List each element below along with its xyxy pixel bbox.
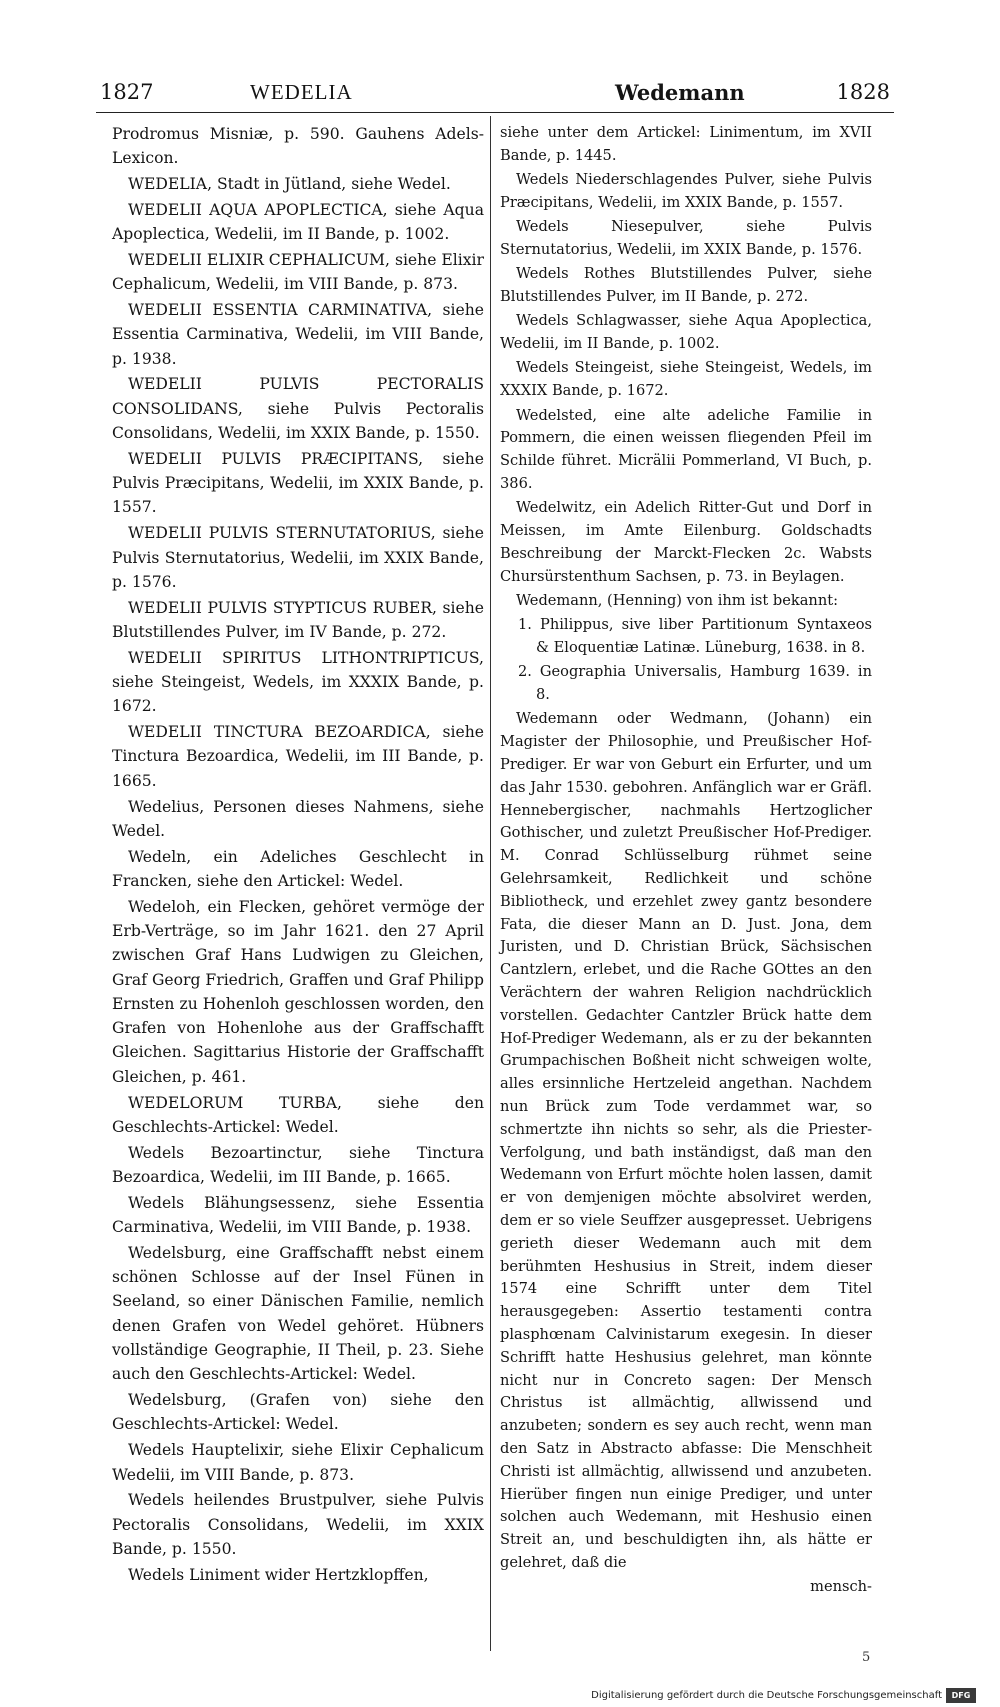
- entry-paragraph: Wedels Bezoartinctur, siehe Tinctura Bezoardica, Wedelii, im III Bande, p. 1665.: [112, 1143, 484, 1186]
- digitization-footer: [591, 1688, 976, 1706]
- page-mark: 5: [862, 1650, 871, 1665]
- entry-paragraph: Wedels Rothes Blutstillendes Pulver, siehe Blutstillendes Pulver, im II Bande, p. 272.: [500, 265, 872, 306]
- entry-paragraph: WEDELII PULVIS STYPTICUS RUBER, siehe Blutstillendes Pulver, im IV Bande, p. 272.: [112, 598, 484, 641]
- entry-paragraph: WEDELII PULVIS PECTORALIS CONSOLIDANS, siehe Pulvis Pectoralis Consolidans, Wedelii, im XXIX Bande, p. 1550.: [112, 375, 484, 443]
- entry-paragraph: WEDELII AQUA APOPLECTICA, siehe Aqua Apoplectica, Wedelii, im II Bande, p. 1002.: [112, 200, 484, 244]
- entry-paragraph: WEDELII PULVIS PRÆCIPITANS, siehe Pulvis Præcipitans, Wedelii, im XXIX Bande, p. 1557.: [112, 449, 484, 517]
- right-catchword: Wedemann: [615, 80, 745, 105]
- entry-paragraph: Prodromus Misniæ, p. 590. Gauhens Adels-Lexicon.: [112, 125, 484, 168]
- page-header: [100, 80, 890, 110]
- right-column: [500, 122, 872, 1601]
- entry-paragraph: Wedels Liniment wider Hertzklopffen,: [128, 1565, 429, 1584]
- entry-paragraph: Wedels Hauptelixir, siehe Elixir Cephalicum Wedelii, im VIII Bande, p. 873.: [112, 1441, 484, 1484]
- dfg-logo: DFG: [946, 1688, 976, 1703]
- left-page-number: 1827: [100, 80, 154, 104]
- entry-paragraph: Wedelsburg, (Grafen von) siehe den Geschlechts-Artickel: Wedel.: [112, 1391, 484, 1434]
- entry-paragraph: Wedels Niesepulver, siehe Pulvis Sternutatorius, Wedelii, im XXIX Bande, p. 1576.: [500, 218, 872, 258]
- entry-paragraph: mensch-: [810, 1578, 872, 1596]
- entry-paragraph: Wedemann oder Wedmann, (Johann) ein Magister der Philosophie, und Preußischer Hof-Prediger. Er war von Geburt ein Erfurter, und um das Jahr 1530. gebohren. Anfänglich war er Gräfl. Hennebergischer, nachmahls Hertzoglicher Gothischer, und zuletzt Preußischer Hof-Prediger. M. Conrad Schlüsselburg rühmet seine Gelehrsamkeit, Redlichkeit und schöne Bibliotheck, und erzehlet zwey gantz besondere Fata, die dieser Mann an D. Just. Jona, dem Juristen, und D. Christian Brück, Sächsischen Cantzlern, erlebet, und die Rache GOttes an den Verächtern der wahren Religion nachdrücklich vorstellen. Gedachter Cantzler Brück hatte dem Hof-Prediger Wedemann, als er zu der bekannten Grumpachischen Boßheit nicht schweigen wolte, alles ersinnliche Hertzeleid angethan. Nachdem nun Brück zum Tode verdammet war, so schmertzte ihn nichts so sehr, als die Priester-Verfolgung, und bath inständigst, daß man den Wedemann von Erfurt möchte holen lassen, damit er von demjenigen möchte absolviret werden, dem er so viele Seuffzer ausgepresset. Uebrigens gerieth dieser Wedemann auch mit dem berühmten Heshusius in Streit, indem dieser 1574 eine Schrifft unter dem Titel herausgegeben: Assertio testamenti contra plasphœnam Calvinistarum exegesin. In dieser Schrifft hatte Heshusius gelehret, man könnte nicht nur in Concreto sagen: Der Mensch Christus ist allmächtig, allwissend und anzubeten; sondern es sey auch recht, wenn man den Satz in Abstracto abfasse: Die Menschheit Christi ist allmächtig, allwissend und anzubeten. Hierüber fingen nun einige Prediger, und unter solchen auch Wedemann, mit Heshusio einen Streit an, und beschuldigten ihn, als hätte er gelehret, daß die: [500, 710, 872, 1571]
- entry-paragraph: Wedelius, Personen dieses Nahmens, siehe Wedel.: [112, 797, 484, 840]
- entry-paragraph: Wedels Schlagwasser, siehe Aqua Apoplectica, Wedelii, im II Bande, p. 1002.: [500, 312, 872, 353]
- entry-paragraph: WEDELII ELIXIR CEPHALICUM, siehe Elixir Cephalicum, Wedelii, im VIII Bande, p. 873.: [112, 250, 484, 294]
- entry-paragraph: WEDELII SPIRITUS LITHONTRIPTICUS, siehe Steingeist, Wedels, im XXXIX Bande, p. 1672.: [112, 648, 484, 716]
- entry-paragraph: Wedels Niederschlagendes Pulver, siehe Pulvis Præcipitans, Wedelii, im XXIX Bande, p. 1557.: [500, 171, 872, 211]
- footer-credit: Digitalisierung gefördert durch die Deutsche Forschungsgemeinschaft: [591, 1690, 942, 1701]
- column-divider: [490, 116, 491, 1651]
- entry-paragraph: WEDELII TINCTURA BEZOARDICA, siehe Tinctura Bezoardica, Wedelii, im III Bande, p. 1665.: [112, 723, 484, 790]
- entry-paragraph: WEDELII PULVIS STERNUTATORIUS, siehe Pulvis Sternutatorius, Wedelii, im XXIX Bande, p. 1576.: [112, 524, 484, 591]
- entry-paragraph: Wedeloh, ein Flecken, gehöret vermöge der Erb-Verträge, so im Jahr 1621. den 27 April zwischen Graf Hans Ludwigen zu Gleichen, Graf Georg Friedrich, Graffen und Graf Philipp Ernsten zu Hohenloh geschlossen worden, den Grafen von Hohenlohe aus der Graffschafft Gleichen. Sagittarius Historie der Graffschafft Gleichen, p. 461.: [112, 897, 484, 1086]
- entry-paragraph: Wedelsburg, eine Graffschafft nebst einem schönen Schlosse auf der Insel Fünen in Seeland, so einer Dänischen Familie, nemlich denen Grafen von Wedel gehöret. Hübners vollständige Geographie, II Theil, p. 23. Siehe auch den Geschlechts-Artickel: Wedel.: [112, 1243, 484, 1384]
- entry-paragraph: Wedelsted, eine alte adeliche Familie in Pommern, die einen weissen fliegenden Pfeil im Schilde führet. Micrälii Pommerland, VI Buch, p. 386.: [500, 406, 872, 492]
- entry-paragraph: WEDELII ESSENTIA CARMINATIVA, siehe Essentia Carminativa, Wedelii, im VIII Bande, p. 1938.: [112, 301, 484, 368]
- left-column: [112, 122, 484, 1589]
- entry-paragraph: Wedels heilendes Brustpulver, siehe Pulvis Pectoralis Consolidans, Wedelii, im XXIX Bande, p. 1550.: [112, 1491, 484, 1558]
- entry-paragraph: WEDELIA, Stadt in Jütland, siehe Wedel.: [128, 175, 451, 194]
- entry-paragraph: Wedelwitz, ein Adelich Ritter-Gut und Dorf in Meissen, im Amte Eilenburg. Goldschadts Beschreibung der Marckt-Flecken 2c. Wabsts Chursürstenthum Sachsen, p. 73. in Beylagen.: [500, 499, 872, 585]
- entry-paragraph: Wedels Steingeist, siehe Steingeist, Wedels, im XXXIX Bande, p. 1672.: [500, 359, 872, 400]
- entry-paragraph: Wedemann, (Henning) von ihm ist bekannt:: [516, 591, 839, 609]
- right-page-number: 1828: [836, 80, 890, 104]
- left-catchword: WEDELIA: [250, 80, 353, 104]
- header-rule: [96, 112, 894, 113]
- entry-paragraph: WEDELORUM TURBA, siehe den Geschlechts-Artickel: Wedel.: [112, 1093, 484, 1136]
- entry-paragraph: Wedels Blähungsessenz, siehe Essentia Carminativa, Wedelii, im VIII Bande, p. 1938.: [112, 1193, 484, 1237]
- entry-paragraph: siehe unter dem Artickel: Linimentum, im XVII Bande, p. 1445.: [500, 124, 872, 164]
- entry-paragraph: Wedeln, ein Adeliches Geschlecht in Francken, siehe den Artickel: Wedel.: [112, 847, 484, 890]
- entry-paragraph: 2. Geographia Universalis, Hamburg 1639. in 8.: [518, 663, 872, 704]
- entry-paragraph: 1. Philippus, sive liber Partitionum Syntaxeos & Eloquentiæ Latinæ. Lüneburg, 1638. in 8.: [518, 616, 872, 657]
